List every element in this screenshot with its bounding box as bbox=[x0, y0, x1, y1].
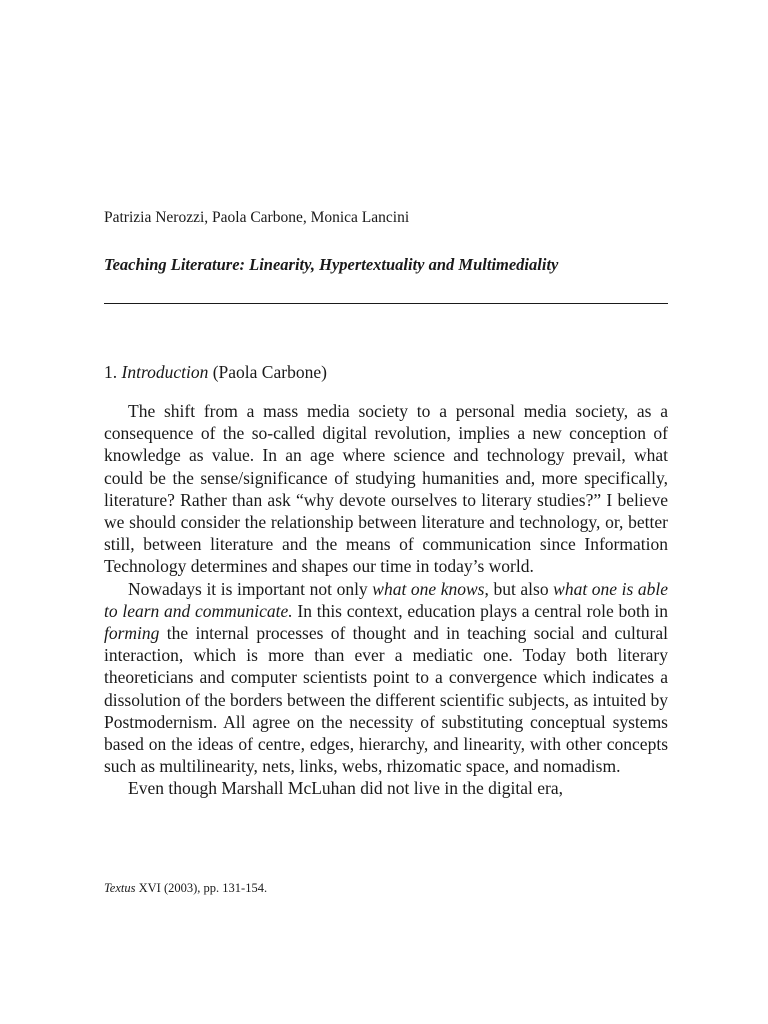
paragraph-2-text-2: , but also bbox=[484, 578, 554, 599]
paragraph-2 bbox=[104, 578, 668, 778]
paragraph-3: Even though Marshall McLuhan did not live in the digital era, bbox=[128, 778, 563, 799]
section-heading bbox=[104, 361, 327, 383]
section-author: (Paola Carbone) bbox=[212, 362, 327, 382]
body-text bbox=[104, 400, 668, 800]
paragraph-2-emphasis-3: forming bbox=[104, 623, 160, 644]
journal-name: Textus bbox=[104, 881, 136, 895]
paragraph-1: The shift from a mass media society to a personal media society, as a consequence of the so-called digital revolution, implies a new conception of knowledge as value. In an age where science and technology prevail, what could be the sense/significance of studying humanities and, more specifically, literature? Rather than ask “why devote ourselves to literary studies?” I believe we should consider the relationship between literature and technology, or, better still, between literature and the means of communication since Information Technology determines and shapes our time in today’s world. bbox=[104, 401, 668, 577]
author-list: Patrizia Nerozzi, Paola Carbone, Monica Lancini bbox=[104, 209, 410, 226]
citation-details: XVI (2003), pp. 131-154. bbox=[135, 881, 268, 895]
section-number: 1. bbox=[104, 362, 118, 382]
section-title: Introduction bbox=[121, 362, 209, 382]
citation-footer bbox=[104, 880, 267, 896]
paragraph-2-text-3: In this context, education plays a central role both in bbox=[292, 600, 668, 621]
title-rule bbox=[104, 303, 668, 304]
paper-title: Teaching Literature: Linearity, Hypertextuality and Multimediality bbox=[104, 255, 559, 274]
paragraph-2-emphasis-2: what one is able to learn and communicate. bbox=[104, 578, 668, 621]
paragraph-2-text-1: Nowadays it is important not only bbox=[128, 578, 373, 599]
paper-page bbox=[104, 0, 668, 1024]
paragraph-2-text-4: the internal processes of thought and in teaching social and cultural interaction, which is more than ever a mediatic one. Today both literary theoreticians and computer scientists point to a convergence which indicates a dissolution of the borders between the different scientific subjects, as intuited by Postmodernism. All agree on the necessity of substituting conceptual systems based on the ideas of centre, edges, hierarchy, and linearity, with other concepts such as multilinearity, nets, links, webs, rhizomatic space, and nomadism. bbox=[104, 623, 668, 777]
paragraph-2-emphasis-1: what one knows bbox=[372, 578, 485, 599]
